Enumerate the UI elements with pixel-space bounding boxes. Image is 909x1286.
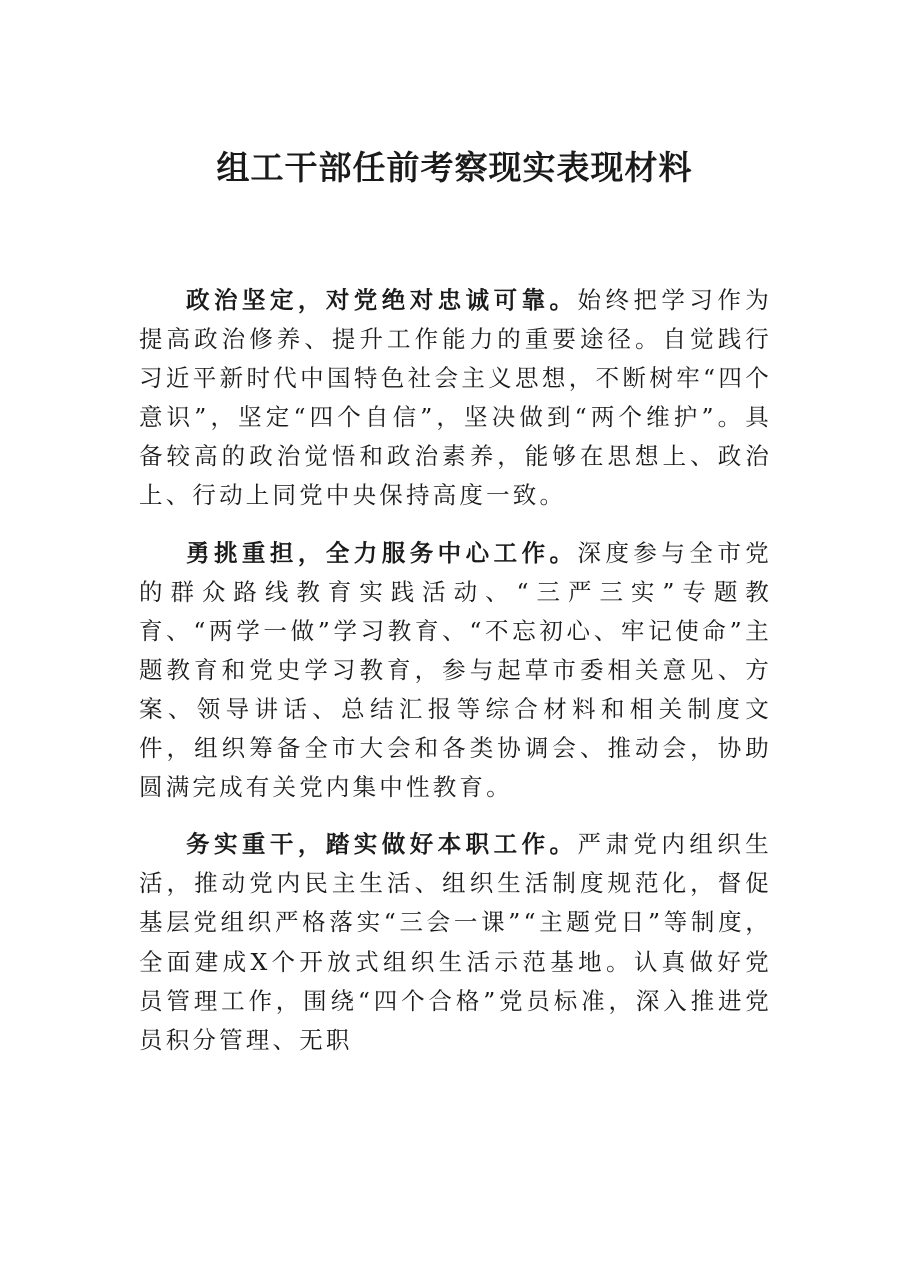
paragraph-responsibility (139, 534, 772, 808)
paragraph-text: 始终把学习作为提高政治修养、提升工作能力的重要途径。自觉践行习近平新时代中国特色社会主义思想，不断树牢“四个意识”，坚定“四个自信”，坚决做到“两个维护”。具备较高的政治觉悟和政治素养，能够在思想上、政治上、行动上同党中央保持高度一致。 (139, 286, 772, 510)
paragraph-political (139, 281, 772, 516)
paragraph-duty (139, 825, 772, 1060)
paragraph-text: 严肃党内组织生活，推动党内民主生活、组织生活制度规范化，督促基层党组织严格落实“三会一课”“主题党日”等制度，全面建成X个开放式组织生活示范基地。认真做好党员管理工作，围绕“四个合格”党员标准，深入推进党员积分管理、无职 (139, 830, 772, 1054)
paragraph-lead: 政治坚定，对党绝对忠诚可靠。 (186, 286, 578, 314)
paragraph-lead: 勇挑重担，全力服务中心工作。 (186, 538, 578, 567)
document-title: 组工干部任前考察现实表现材料 (216, 148, 693, 187)
paragraph-lead: 务实重干，踏实做好本职工作。 (186, 830, 578, 859)
document-body (139, 281, 772, 1078)
paragraph-text: 深度参与全市党的群众路线教育实践活动、“三严三实”专题教育、“两学一做”学习教育、“不忘初心、牢记使命”主题教育和党史学习教育，参与起草市委相关意见、方案、领导讲话、总结汇报等综合材料和相关制度文件，组织筹备全市大会和各类协调会、推动会，协助圆满完成有关党内集中性教育。 (139, 538, 772, 802)
